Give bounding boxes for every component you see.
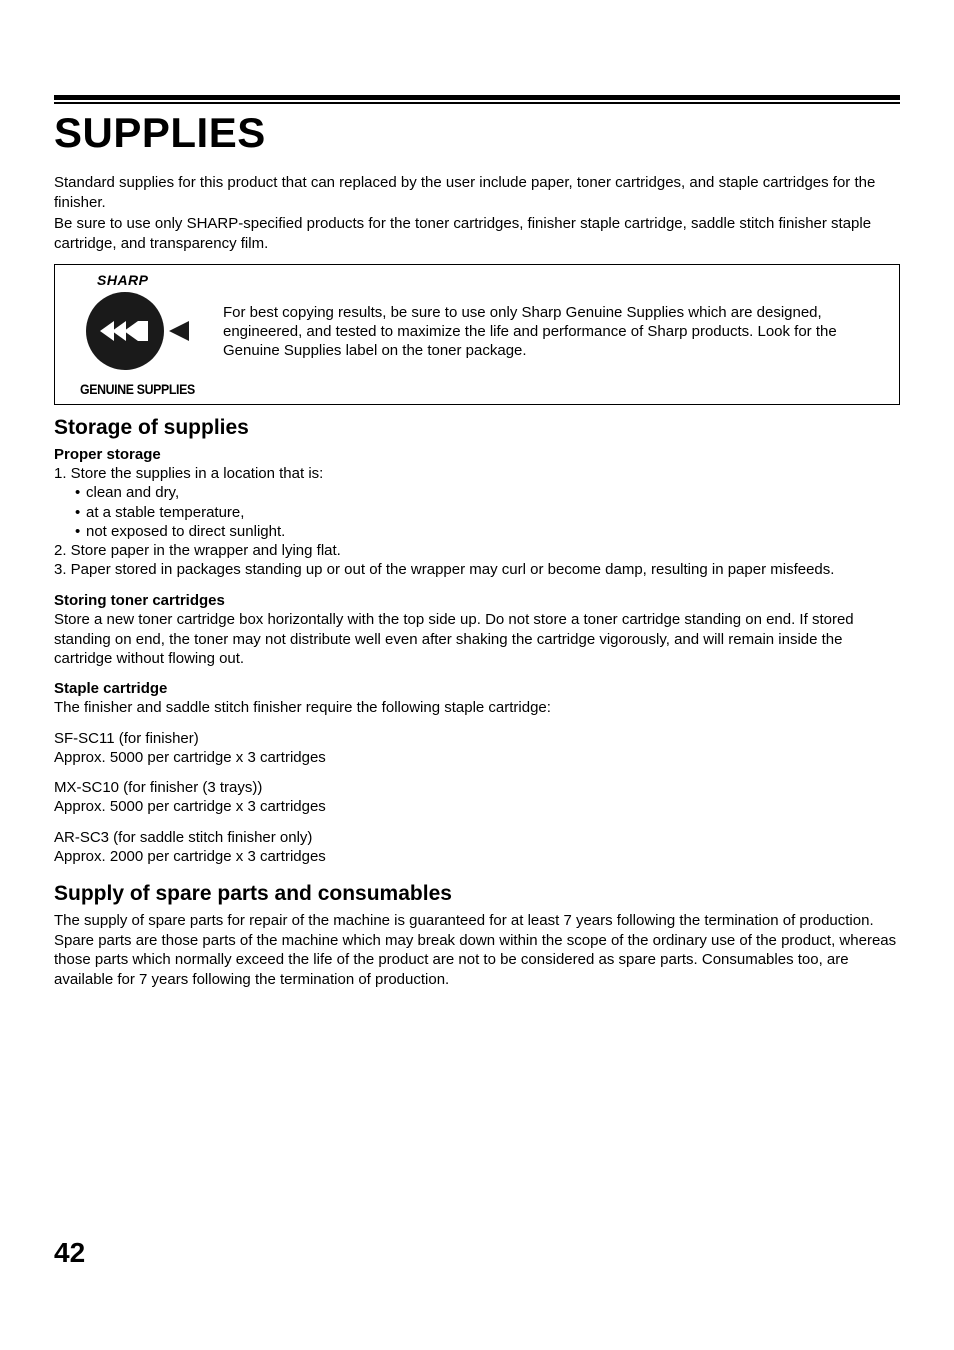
toner-storage-heading: Storing toner cartridges bbox=[54, 592, 225, 609]
page-title: SUPPLIES bbox=[54, 109, 266, 156]
staple-cartridge-heading: Staple cartridge bbox=[54, 680, 168, 697]
header-rule-thick bbox=[54, 95, 900, 100]
storage-heading: Storage of supplies bbox=[54, 416, 249, 439]
proper-storage-item-3: 3. Paper stored in packages standing up or out of the wrapper may curl or become damp, resulting in paper misfeeds. bbox=[54, 561, 835, 578]
bullet-item: • at a stable temperature, bbox=[75, 504, 245, 521]
page-number: 42 bbox=[54, 1237, 86, 1268]
genuine-supplies-text: For best copying results, be sure to use only Sharp Genuine Supplies which are designed, engineered, and tested to maximize the life and performance of Sharp products. Look for the Genuine Supplies label on the toner package. bbox=[223, 304, 837, 359]
staple-cartridge-intro: The finisher and saddle stitch finisher require the following staple cartridge: bbox=[54, 699, 551, 716]
staple-name: SF-SC11 (for finisher) bbox=[54, 730, 199, 747]
proper-storage-heading: Proper storage bbox=[54, 446, 161, 463]
sharp-logo: SHARP bbox=[97, 272, 149, 288]
spare-parts-heading: Supply of spare parts and consumables bbox=[54, 882, 452, 905]
staple-name: AR-SC3 (for saddle stitch finisher only) bbox=[54, 829, 313, 846]
proper-storage-item-2: 2. Store paper in the wrapper and lying flat. bbox=[54, 542, 341, 559]
staple-detail: Approx. 5000 per cartridge x 3 cartridges bbox=[54, 749, 326, 766]
toner-storage-text: Store a new toner cartridge box horizontally with the top side up. Do not store a toner cartridge standing on end. If stored standing on end, the toner may not distribute well even after shaking the cartridge vigorously, and will remain inside the cartridge without flowing out. bbox=[54, 611, 854, 667]
header-rule-thin bbox=[54, 102, 900, 104]
intro-paragraph-1: Standard supplies for this product that can replaced by the user include paper, toner cartridges, and staple cartridges for the finisher. bbox=[54, 174, 876, 211]
bullet-item: • clean and dry, bbox=[75, 484, 180, 501]
staple-name: MX-SC10 (for finisher (3 trays)) bbox=[54, 779, 263, 796]
spare-parts-text: The supply of spare parts for repair of the machine is guaranteed for at least 7 years following the termination of production. Spare parts are those parts of the machine which may break down within the scope of the ordinary use of the product, whereas those parts which normally exceed the life of the product are not to be considered as spare parts. Consumables too, are available for 7 years following the termination of production. bbox=[54, 912, 897, 988]
genuine-supplies-logo-icon bbox=[85, 290, 195, 372]
staple-detail: Approx. 5000 per cartridge x 3 cartridges bbox=[54, 798, 326, 815]
proper-storage-item-1: 1. Store the supplies in a location that is: bbox=[54, 465, 324, 482]
genuine-supplies-box bbox=[54, 264, 900, 405]
bullet-item: • not exposed to direct sunlight. bbox=[75, 523, 286, 540]
staple-detail: Approx. 2000 per cartridge x 3 cartridges bbox=[54, 848, 326, 865]
genuine-supplies-caption: GENUINE SUPPLIES bbox=[80, 381, 195, 397]
intro-paragraph-2: Be sure to use only SHARP-specified products for the toner cartridges, finisher staple cartridge, saddle stitch finisher staple cartridge, and transparency film. bbox=[54, 215, 872, 252]
